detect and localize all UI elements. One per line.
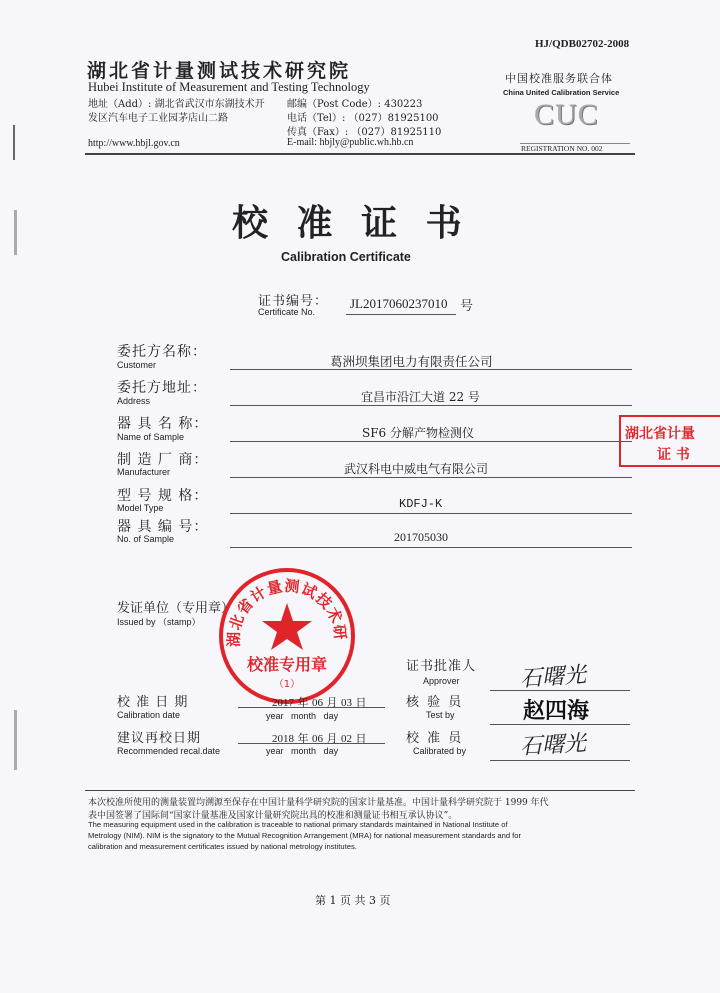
field-label-en: Manufacturer	[117, 467, 171, 477]
approver-signature: 石曙光	[519, 662, 587, 693]
date-year: 2018	[272, 733, 294, 745]
calibrator-signature: 石曙光	[519, 731, 587, 760]
footer-en-line-2: Metrology (NIM). NIM is the signatory to the Mutual Recognition Arrangement (MRA) for national measurement standards and for	[88, 831, 522, 840]
service-name-en: China United Calibration Service	[503, 88, 620, 97]
fax: 传真（Fax）: （027）81925110	[287, 127, 442, 138]
field-label-cn: 器 具 名 称：	[117, 416, 209, 432]
ymd-year: year	[266, 711, 284, 721]
document-code: HJ/QDB02702-2008	[535, 38, 630, 50]
certificate-label-cn: 证书编号：	[258, 294, 329, 309]
calibrator-label-en: Calibrated by	[413, 746, 467, 756]
field-value: 武汉科电中威电气有限公司	[344, 462, 489, 476]
date-year: 2017	[272, 697, 294, 709]
field-label-cn: 制 造 厂 商：	[117, 452, 209, 468]
field-value: 201705030	[394, 530, 448, 544]
postcode: 邮编（Post Code）: 430223	[287, 99, 423, 110]
date-day: 02	[341, 733, 352, 745]
website-url: http://www.hbjl.gov.cn	[88, 138, 180, 149]
field-label-cn: 委托方名称：	[117, 344, 207, 360]
field-value: KDFJ-K	[399, 497, 443, 511]
issuer-label-en: Issued by （stamp）	[117, 617, 201, 627]
registration-number: REGISTRATION NO. 002	[521, 144, 603, 153]
date-month: 06	[312, 733, 323, 745]
calibration-date-ymd	[266, 711, 338, 721]
field-label-en: Name of Sample	[117, 432, 185, 442]
cuc-logo: CUC	[534, 98, 599, 131]
address-line-1: 地址（Add）: 湖北省武汉市东湖技术开	[88, 99, 265, 110]
recal-date-ymd	[266, 746, 338, 756]
certificate-suffix: 号	[460, 299, 474, 314]
side-stamp-line-1: 湖北省计量	[625, 426, 695, 442]
approver-label-en: Approver	[423, 676, 460, 686]
date-day-unit: 日	[355, 696, 367, 709]
certificate-number: JL2017060237010	[350, 296, 448, 311]
tester-label-en: Test by	[426, 710, 455, 720]
side-stamp	[619, 415, 720, 467]
page-number: 第 1 页 共 3 页	[315, 894, 391, 907]
field-label-en: Address	[117, 396, 151, 406]
footer-cn-line-1: 本次校准所使用的测量装置均溯源至保存在中国计量科学研究院的国家计量基准。中国计量科学研究院于 1999 年代	[88, 798, 549, 808]
ymd-month: month	[291, 711, 317, 721]
tester-label-cn: 核 验 员	[406, 695, 464, 710]
ymd-day: day	[323, 746, 339, 756]
field-label-cn: 器 具 编 号：	[117, 519, 209, 535]
calibration-date-label-en: Calibration date	[117, 710, 181, 720]
punch-mark	[13, 125, 15, 160]
approver-label-cn: 证书批准人	[406, 659, 477, 674]
official-seal	[216, 565, 358, 707]
email: E-mail: hbjly@public.wh.hb.cn	[287, 137, 414, 148]
date-month-unit: 月	[326, 696, 338, 709]
field-label-cn: 型 号 规 格：	[117, 488, 209, 504]
field-value: 葛洲坝集团电力有限责任公司	[330, 354, 493, 369]
official-seal-svg	[216, 565, 358, 707]
title-cn: 校 准 证 书	[232, 202, 470, 244]
seal-number: （1）	[273, 679, 301, 690]
title-en: Calibration Certificate	[281, 250, 411, 264]
date-month: 06	[312, 697, 323, 709]
date-month-unit: 月	[326, 732, 338, 745]
field-value: SF6 分解产物检测仪	[362, 426, 474, 440]
field-label-en: Customer	[117, 360, 157, 370]
date-year-unit: 年	[297, 696, 309, 709]
footer-en-line-3: calibration and measurement certificates issued by national metrology institutes.	[88, 842, 357, 851]
field-label-en: No. of Sample	[117, 534, 175, 544]
seal-center-text: 校准专用章	[246, 655, 328, 674]
recal-date-label-en: Recommended recal.date	[117, 746, 221, 756]
seal-ring-text: 湖北省计量测试技术研	[224, 576, 350, 648]
telephone: 电话（Tel）: （027）81925100	[287, 113, 439, 124]
field-value: 宜昌市沿江大道 22 号	[361, 390, 480, 404]
institute-name-en: Hubei Institute of Measurement and Testing Technology	[88, 80, 370, 94]
star-icon	[262, 603, 312, 650]
side-stamp-line-2: 证 书	[657, 447, 690, 463]
date-day: 03	[341, 697, 352, 709]
ymd-month: month	[291, 746, 317, 756]
calibrator-label-cn: 校 准 员	[406, 731, 464, 746]
field-label-cn: 委托方地址：	[117, 380, 207, 396]
ymd-year: year	[266, 746, 284, 756]
service-name-cn: 中国校准服务联合体	[505, 72, 613, 85]
punch-mark	[14, 210, 17, 255]
institute-name-cn: 湖北省计量测试技术研究院	[87, 60, 352, 82]
address-line-2: 发区汽车电子工业园茅店山二路	[88, 113, 228, 124]
date-day-unit: 日	[355, 732, 367, 745]
punch-mark	[14, 710, 17, 770]
date-year-unit: 年	[297, 732, 309, 745]
calibration-date-label-cn: 校 准 日 期	[117, 695, 189, 710]
footer-en-line-1: The measuring equipment used in the calibration is traceable to national primary standards maintained in National Institute of	[88, 820, 508, 829]
field-label-en: Model Type	[117, 503, 164, 513]
ymd-day: day	[323, 711, 339, 721]
footer-cn-line-2: 表中国签署了国际间“国家计量基准及国家计量研究院出具的校准和测量证书相互承认协议”。	[88, 811, 458, 821]
tester-signature: 赵四海	[523, 698, 590, 724]
certificate-label-en: Certificate No.	[258, 307, 316, 317]
recal-date-label-cn: 建议再校日期	[117, 731, 202, 746]
issuer-label-cn: 发证单位（专用章）	[117, 601, 235, 616]
